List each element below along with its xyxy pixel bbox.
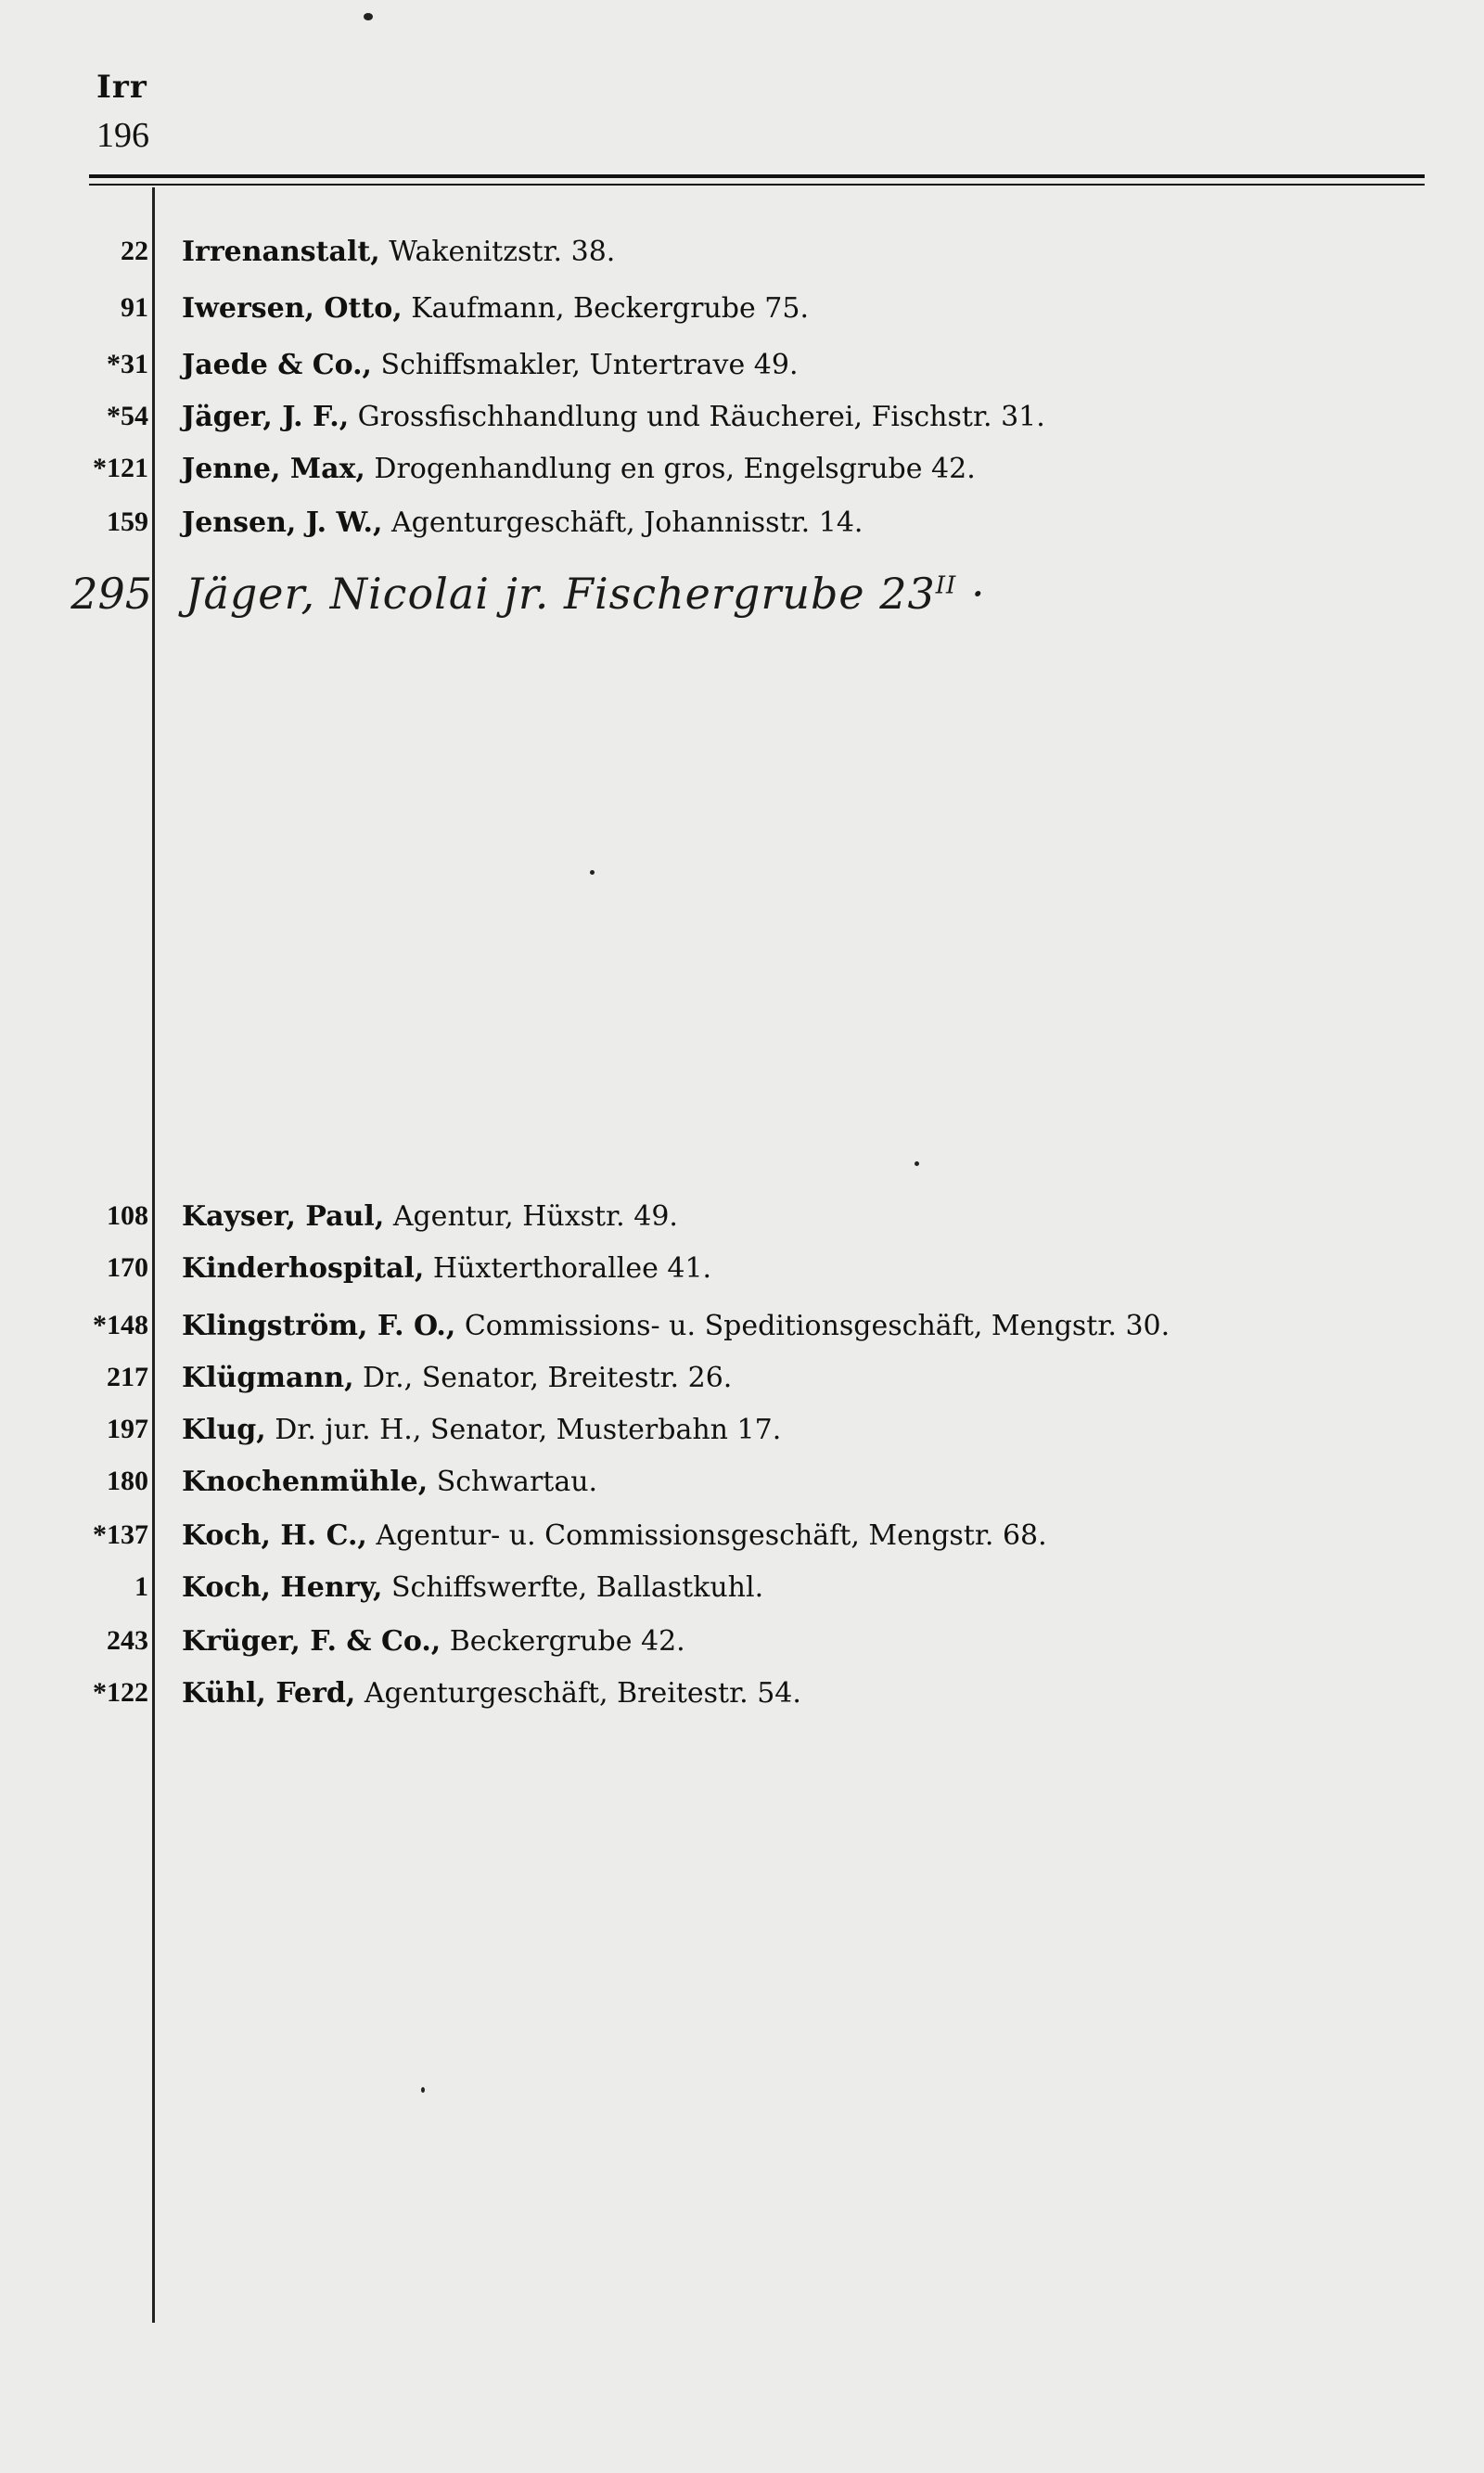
entry-text [182, 1466, 597, 1498]
entry-number: 108 [107, 1200, 148, 1231]
entry-text [182, 1200, 678, 1233]
entry-name: Kayser, Paul, [182, 1199, 385, 1233]
entry-number: 197 [107, 1414, 148, 1444]
ink-speck [590, 870, 595, 875]
entry-name: Kinderhospital, [182, 1251, 425, 1285]
entry-text [182, 1310, 1170, 1342]
entry-name: Iwersen, Otto, [182, 291, 403, 325]
entry-name: Kühl, Ferd, [182, 1676, 356, 1710]
entry-details: Grossfischhandlung und Räucherei, Fischstr. 31. [349, 400, 1045, 433]
entry-name: Jaede & Co., [182, 348, 373, 381]
entry-name: Koch, Henry, [182, 1570, 383, 1604]
entry-name: Klingström, F. O., [182, 1309, 456, 1342]
entry-details: Schiffsmakler, Untertrave 49. [372, 348, 799, 381]
entry-name: Koch, H. C., [182, 1518, 367, 1552]
entry-text [182, 453, 976, 485]
list-item [0, 1245, 1484, 1291]
header-letters: Irr [96, 69, 147, 106]
list-item [0, 1406, 1484, 1453]
list-item [0, 393, 1484, 440]
entry-text [182, 1677, 801, 1710]
entry-name: Jensen, J. W., [182, 506, 383, 539]
entry-details: Agenturgeschäft, Breitestr. 54. [355, 1676, 801, 1710]
entry-name: Jäger, J. F., [182, 400, 350, 433]
entry-details: Commissions- u. Speditionsgeschäft, Mengstr. 30. [455, 1309, 1171, 1342]
entry-number: *137 [93, 1519, 148, 1550]
entry-details: Kaufmann, Beckergrube 75. [402, 291, 809, 325]
entry-details: Beckergrube 42. [441, 1624, 685, 1658]
entry-number: *54 [107, 401, 148, 431]
entry-text [182, 1362, 732, 1394]
entry-text [182, 1414, 781, 1446]
entry-number: *121 [93, 453, 148, 483]
list-item [0, 499, 1484, 545]
header-rule-thin [89, 184, 1425, 186]
entry-details: Wakenitzstr. 38. [379, 235, 616, 268]
entry-details: Hüxterthorallee 41. [424, 1251, 712, 1285]
entry-text [182, 1252, 711, 1285]
entry-details: Agenturgeschäft, Johannisstr. 14. [382, 506, 864, 539]
list-item [0, 1670, 1484, 1716]
entry-text [182, 1625, 685, 1658]
handwritten-entry [56, 557, 986, 631]
entry-name: Klug, [182, 1413, 266, 1446]
entry-text [182, 1571, 763, 1604]
entry-details: Drogenhandlung en gros, Engelsgrube 42. [365, 452, 976, 485]
entry-number: 159 [107, 506, 148, 537]
header-rule-thick [89, 174, 1425, 178]
entry-details: Schwartau. [428, 1465, 598, 1498]
handwritten-floor: II [935, 571, 957, 600]
list-item [0, 1512, 1484, 1558]
list-item [0, 1193, 1484, 1239]
ink-speck [915, 1161, 919, 1166]
entry-number: 180 [107, 1466, 148, 1496]
entry-details: Agentur, Hüxstr. 49. [384, 1199, 678, 1233]
entry-name: Jenne, Max, [182, 452, 365, 485]
handwritten-name: Jäger, Nicolai jr. Fischergrube 23 [186, 569, 936, 619]
entry-text [182, 506, 863, 539]
entry-name: Knochenmühle, [182, 1465, 429, 1498]
entry-number: *122 [93, 1677, 148, 1708]
entry-number: 217 [107, 1362, 148, 1392]
list-item [0, 1564, 1484, 1610]
ink-speck [421, 2087, 425, 2093]
entry-name: Krüger, F. & Co., [182, 1624, 441, 1658]
entry-details: Dr. jur. H., Senator, Musterbahn 17. [265, 1413, 782, 1446]
page-number: 196 [96, 116, 149, 155]
entry-number: 243 [107, 1625, 148, 1656]
entry-name: Irrenanstalt, [182, 235, 380, 268]
list-item [0, 285, 1484, 331]
entry-details: Dr., Senator, Breitestr. 26. [353, 1361, 733, 1394]
entry-number: 22 [121, 236, 148, 266]
handwritten-text: Jäger, Nicolai jr. Fischergrube $23^{II}$ · [186, 569, 986, 619]
list-item [0, 1618, 1484, 1664]
entry-text [182, 236, 615, 268]
entry-text [182, 349, 799, 381]
entry-text [182, 1519, 1047, 1552]
list-item [0, 1354, 1484, 1401]
list-item [0, 228, 1484, 275]
entry-text [182, 401, 1045, 433]
entry-details: Schiffswerfte, Ballastkuhl. [382, 1570, 764, 1604]
entry-name: Klügmann, [182, 1361, 354, 1394]
list-item [0, 445, 1484, 492]
entry-number: 1 [134, 1571, 148, 1602]
entry-details: Agentur- u. Commissionsgeschäft, Mengstr. 68. [366, 1518, 1047, 1552]
list-item [0, 341, 1484, 388]
entry-text [182, 292, 809, 325]
entry-number: *148 [93, 1310, 148, 1340]
ink-speck [364, 13, 373, 20]
entry-number: *31 [107, 349, 148, 379]
list-item [0, 1302, 1484, 1349]
entry-number: 170 [107, 1252, 148, 1283]
list-item [0, 1458, 1484, 1505]
entry-number: 91 [121, 292, 148, 323]
handwritten-number: 295 [70, 569, 152, 619]
